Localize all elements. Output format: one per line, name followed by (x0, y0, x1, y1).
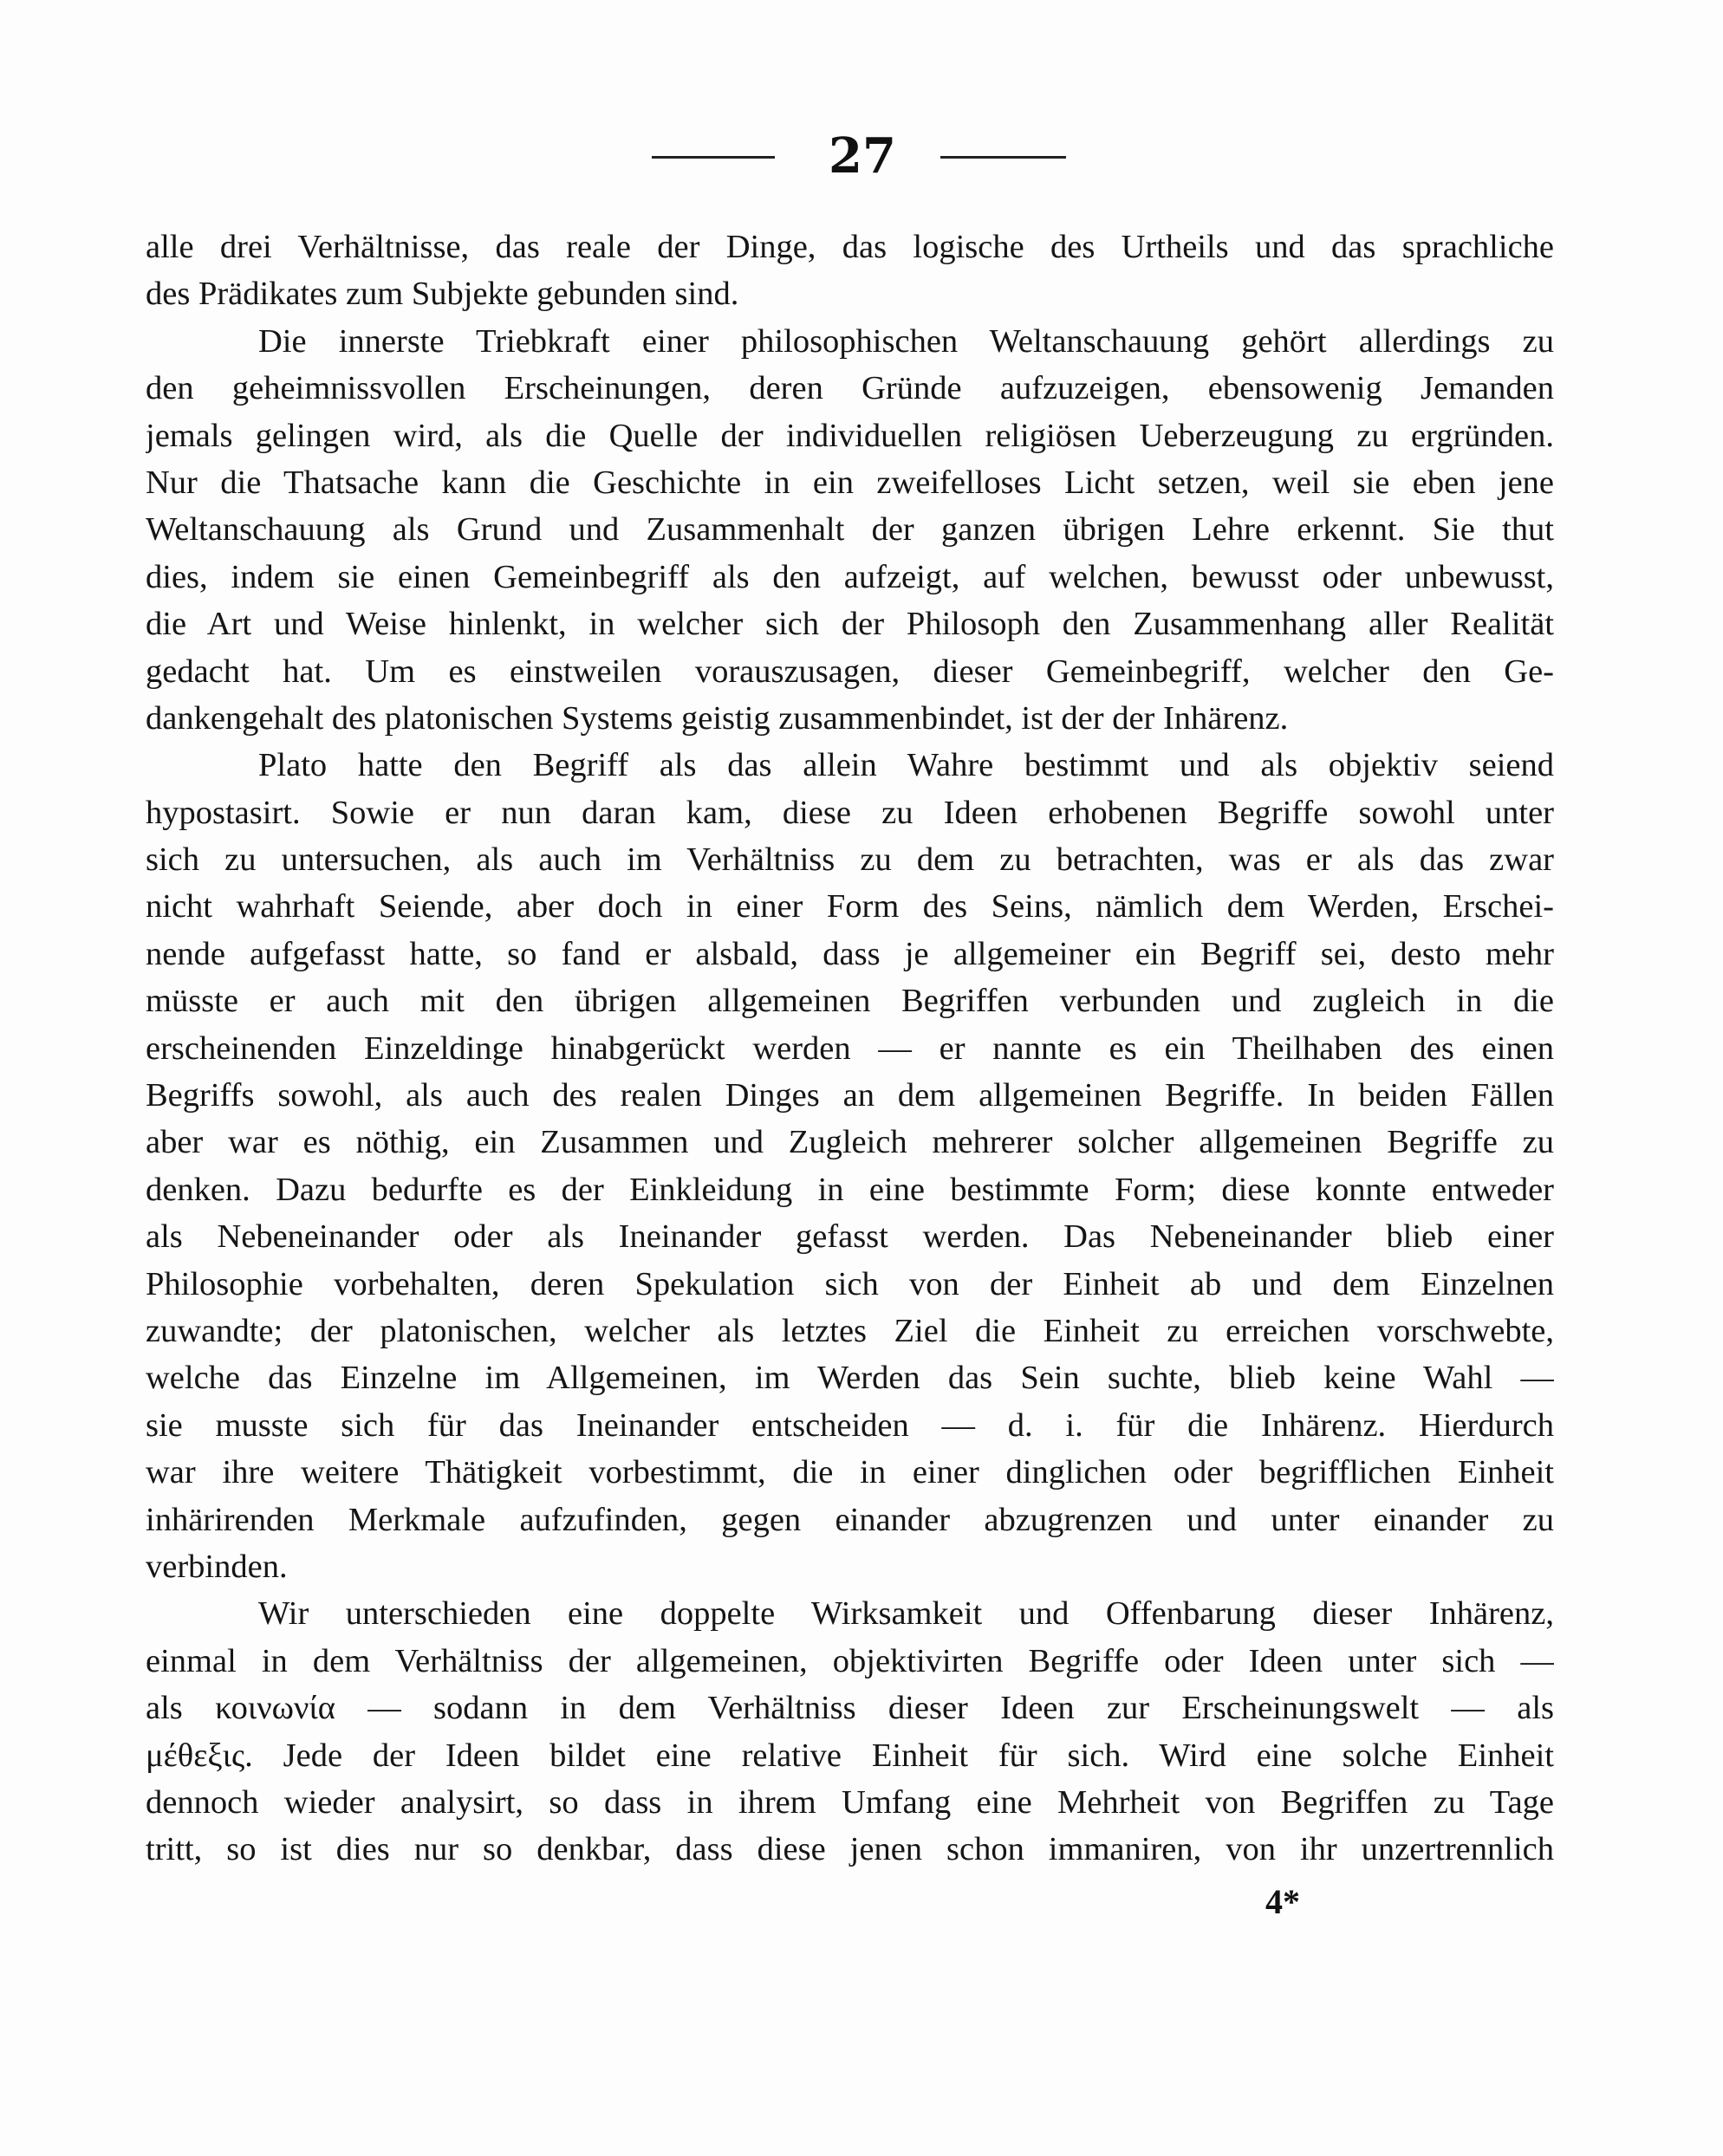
text-line: den geheimnissvollen Erscheinungen, deren Gründe aufzuzeigen, ebensowenig Jemanden (146, 370, 1554, 407)
page-number: 27 (829, 127, 896, 185)
text-line: verbinden. (146, 1548, 288, 1585)
text-line: müsste er auch mit den übrigen allgemeinen Begriffen verbunden und zugleich in die (146, 983, 1554, 1020)
text-line: Philosophie vorbehalten, deren Spekulation sich von der Einheit ab und dem Einzelnen (146, 1265, 1554, 1302)
text-line: war ihre weitere Thätigkeit vorbestimmt, die in einer dinglichen oder begrifflichen Einheit (146, 1454, 1554, 1491)
text-line: sie musste sich für das Ineinander entscheiden — d. i. für die Inhärenz. Hierdurch (146, 1406, 1554, 1444)
text-line: Wir unterschieden eine doppelte Wirksamkeit und Offenbarung dieser Inhärenz, (258, 1595, 1554, 1633)
header-rule-right (940, 156, 1066, 159)
text-line: nicht wahrhaft Seiende, aber doch in einer Form des Seins, nämlich dem Werden, Erschei- (146, 888, 1554, 925)
text-line: als Nebeneinander oder als Ineinander gefasst werden. Das Nebeneinander blieb einer (146, 1218, 1554, 1256)
text-line: des Prädikates zum Subjekte gebunden sind. (146, 276, 739, 313)
text-line: inhärirenden Merkmale aufzufinden, gegen einander abzugrenzen und unter einander zu (146, 1501, 1554, 1538)
signature-mark: 4* (1265, 1882, 1300, 1921)
text-line: nende aufgefasst hatte, so fand er alsbald, dass je allgemeiner ein Begriff sei, desto mehr (146, 935, 1554, 972)
text-line: zuwandte; der platonischen, welcher als letztes Ziel die Einheit zu erreichen vorschwebte, (146, 1312, 1554, 1349)
body-text (146, 224, 1554, 1874)
text-line: Plato hatte den Begriff als das allein Wahre bestimmt und als objektiv seiend (258, 747, 1554, 784)
text-line: jemals gelingen wird, als die Quelle der individuellen religiösen Ueberzeugung zu ergründen. (146, 417, 1554, 454)
text-line: Nur die Thatsache kann die Geschichte in ein zweifelloses Licht setzen, weil sie eben jene (146, 464, 1554, 501)
text-line: einmal in dem Verhältniss der allgemeinen, objektivirten Begriffe oder Ideen unter sich — (146, 1642, 1554, 1679)
text-line: Begriffs sowohl, als auch des realen Dinges an dem allgemeinen Begriffe. In beiden Fällen (146, 1077, 1554, 1114)
text-line: die Art und Weise hinlenkt, in welcher sich der Philosoph den Zusammenhang aller Realität (146, 606, 1554, 643)
text-line: Weltanschauung als Grund und Zusammenhalt der ganzen übrigen Lehre erkennt. Sie thut (146, 511, 1554, 549)
header-rule-left (652, 156, 775, 159)
text-line: gedacht hat. Um es einstweilen vorauszusagen, dieser Gemeinbegriff, welcher den Ge- (146, 653, 1554, 690)
text-line: Die innerste Triebkraft einer philosophischen Weltanschauung gehört allerdings zu (258, 322, 1554, 360)
text-line: dankengehalt des platonischen Systems geistig zusammenbindet, ist der der Inhärenz. (146, 699, 1289, 737)
text-line: sich zu untersuchen, als auch im Verhältniss zu dem zu betrachten, was er als das zwar (146, 841, 1554, 879)
page-header (0, 126, 1723, 186)
text-line: μέθεξις. Jede der Ideen bildet eine relative Einheit für sich. Wird eine solche Einheit (146, 1737, 1554, 1774)
text-line: als κοινωνία — sodann in dem Verhältniss dieser Ideen zur Erscheinungswelt — als (146, 1690, 1554, 1727)
text-line: welche das Einzelne im Allgemeinen, im Werden das Sein suchte, blieb keine Wahl — (146, 1360, 1554, 1397)
text-line: denken. Dazu bedurfte es der Einkleidung in eine bestimmte Form; diese konnte entweder (146, 1171, 1554, 1208)
text-line: erscheinenden Einzeldinge hinabgerückt werden — er nannte es ein Theilhaben des einen (146, 1029, 1554, 1067)
text-line: hypostasirt. Sowie er nun daran kam, diese zu Ideen erhobenen Begriffe sowohl unter (146, 794, 1554, 831)
text-line: tritt, so ist dies nur so denkbar, dass diese jenen schon immaniren, von ihr unzertrennlich (146, 1831, 1554, 1868)
text-line: dies, indem sie einen Gemeinbegriff als den aufzeigt, auf welchen, bewusst oder unbewusst, (146, 558, 1554, 595)
text-line: alle drei Verhältnisse, das reale der Dinge, das logische des Urtheils und das sprachliche (146, 229, 1554, 265)
text-line: aber war es nöthig, ein Zusammen und Zugleich mehrerer solcher allgemeinen Begriffe zu (146, 1124, 1554, 1161)
text-line: dennoch wieder analysirt, so dass in ihrem Umfang eine Mehrheit von Begriffen zu Tage (146, 1783, 1554, 1821)
